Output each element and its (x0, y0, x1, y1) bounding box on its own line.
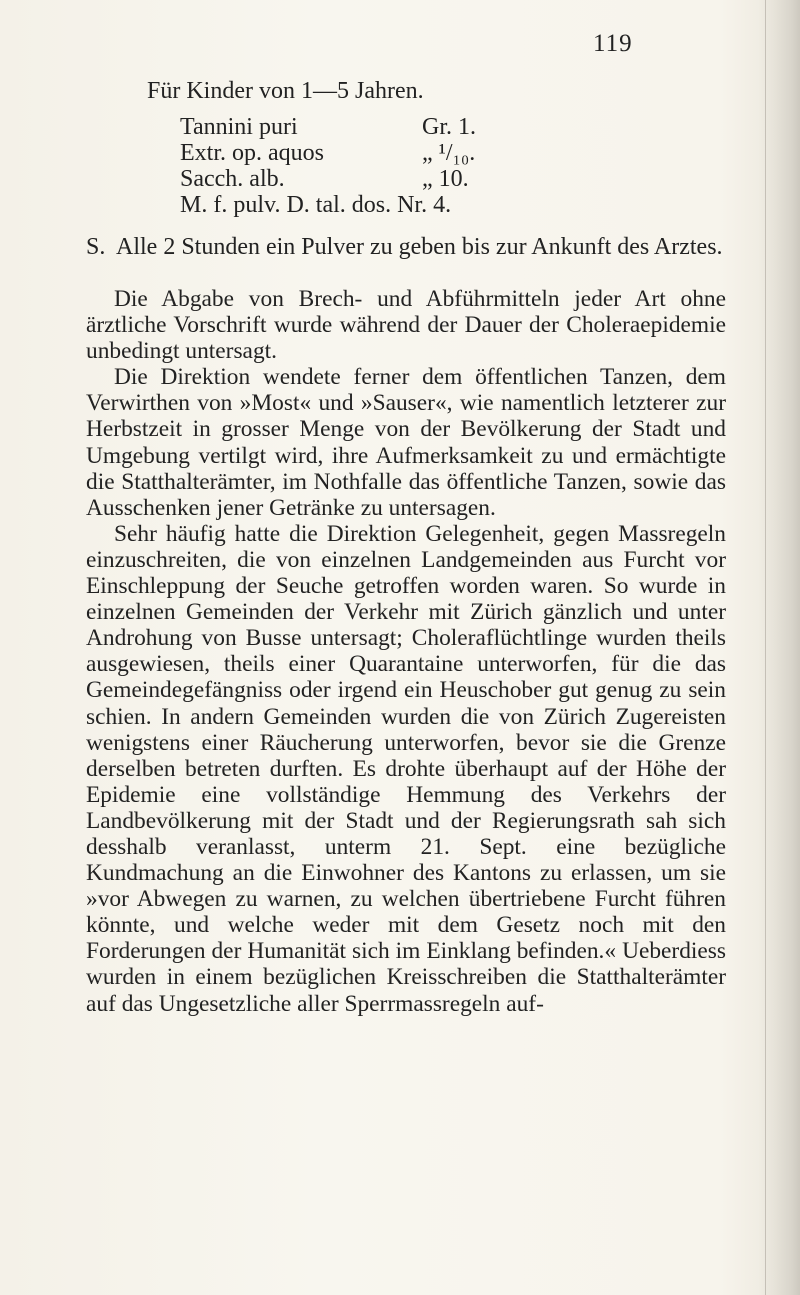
ingredient-dose: „ ¹/₁₀. (422, 140, 476, 166)
recipe-ingredient (180, 140, 475, 166)
ingredient-name: Sacch. alb. (180, 166, 285, 192)
paragraph: Die Abgabe von Brech- und Abführmitteln jeder Art ohne ärztliche Vorschrift wurde während der Dauer der Choleraepidemie unbedingt untersagt. (86, 286, 726, 365)
recipe-title: Für Kinder von 1—5 Jahren. (147, 78, 424, 104)
dosage-note (86, 234, 726, 260)
page-edge-line (765, 0, 766, 1295)
recipe-ingredient (180, 114, 476, 140)
ingredient-name: Tannini puri (180, 114, 298, 140)
note-text: Alle 2 Stunden ein Pulver zu geben bis zur Ankunft des Arztes. (116, 234, 723, 260)
page-number: 119 (593, 30, 633, 57)
ingredient-dose: Gr. 1. (422, 114, 476, 140)
recipe-instruction: M. f. pulv. D. tal. dos. Nr. 4. (180, 192, 452, 218)
ingredient-dose: „ 10. (422, 166, 469, 192)
paragraph: Die Direktion wendete ferner dem öffentlichen Tanzen, dem Verwirthen von »Most« und »Sauser«, wie namentlich letzterer zur Herbstzeit in grosser Menge von der Bevölkerung der Stadt und Umgebung vertilgt wird, ihre Aufmerksamkeit zu und ermächtigte die Statthalterämter, im Nothfalle das öffentliche Tanzen, sowie das Ausschenken jener Getränke zu untersagen. (86, 364, 726, 521)
recipe-ingredient (180, 166, 469, 192)
ingredient-name: Extr. op. aquos (180, 140, 324, 166)
paragraph: Sehr häufig hatte die Direktion Gelegenheit, gegen Massregeln einzuschreiten, die von einzelnen Landgemeinden aus Furcht vor Einschleppung der Seuche getroffen worden waren. So wurde in einzelnen Gemeinden der Verkehr mit Zürich gänzlich und unter Androhung von Busse untersagt; Choleraflüchtlinge wurden theils ausgewiesen, theils einer Quarantaine unterworfen, für die das Gemeindegefängniss oder irgend ein Heuschober gut genug zu sein schien. In andern Gemeinden wurden die von Zürich Zugereisten wenigstens einer Räucherung unterworfen, bevor sie die Grenze derselben betreten durften. Es drohte überhaupt auf der Höhe der Epidemie eine vollständige Hemmung des Verkehrs der Landbevölkerung mit der Stadt und der Regierungsrath sah sich desshalb veranlasst, unterm 21. Sept. eine bezügliche Kundmachung an die Einwohner des Kantons zu erlassen, um sie »vor Abwegen zu warnen, zu welchen übertriebene Furcht führen könnte, und welche weder mit dem Gesetz noch mit den Forderungen der Humanität sich im Einklang befinden.« Ueberdiess wurden in einem bezüglichen Kreisschreiben die Statthalterämter auf das Ungesetzliche aller Sperrmassregeln auf- (86, 520, 726, 1017)
note-label: S. (86, 234, 106, 260)
body-text (86, 286, 726, 1017)
